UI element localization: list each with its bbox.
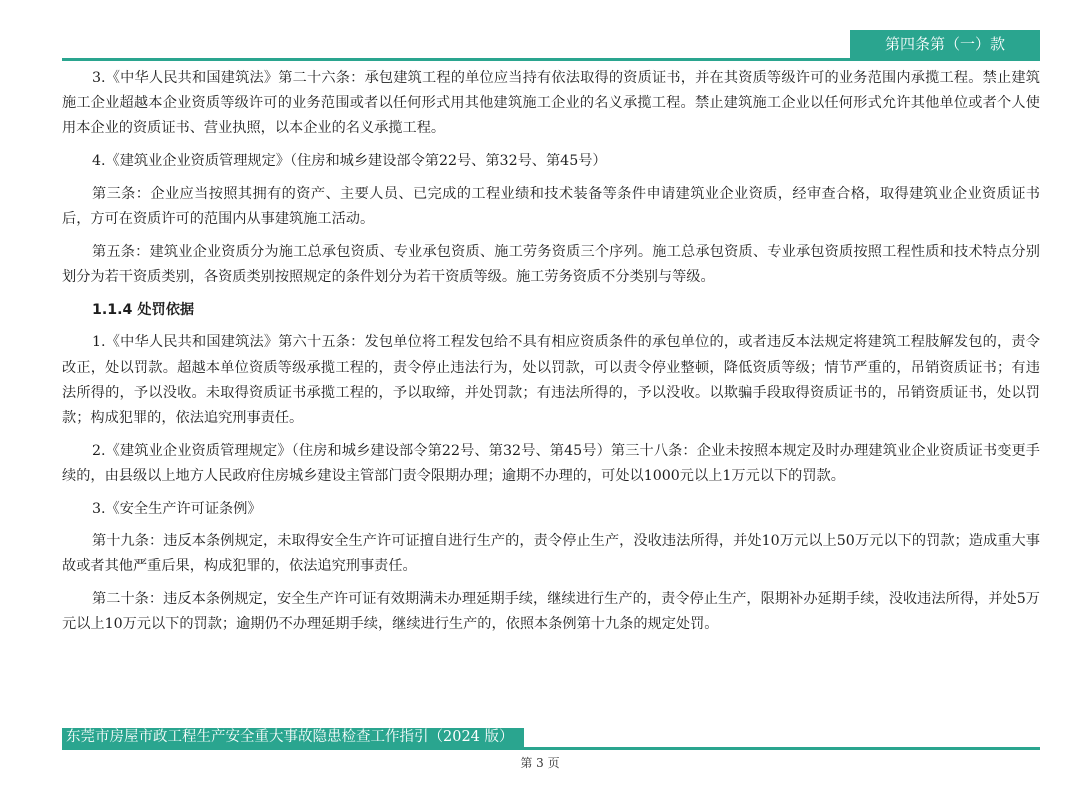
- footer-doc-title: 东莞市房屋市政工程生产安全重大事故隐患检查工作指引（2024 版）: [62, 728, 524, 747]
- paragraph: 第三条：企业应当按照其拥有的资产、主要人员、已完成的工程业绩和技术装备等条件申请建筑业企业资质，经审查合格，取得建筑业企业资质证书后，方可在资质许可的范围内从事建筑施工活动。: [62, 185, 1040, 228]
- section-label: 第四条第（一）款: [850, 30, 1040, 59]
- paragraph: 4.《建筑业企业资质管理规定》（住房和城乡建设部令第22号、第32号、第45号）: [92, 153, 607, 170]
- paragraph: 3.《安全生产许可证条例》: [92, 500, 262, 517]
- footer-band: [62, 728, 1040, 750]
- paragraph: 3.《中华人民共和国建筑法》第二十六条：承包建筑工程的单位应当持有依法取得的资质证书，并在其资质等级许可的业务范围内承揽工程。禁止建筑施工企业超越本企业资质等级许可的业务范围或者以任何形式用其他建筑施工企业的名义承揽工程。禁止建筑施工企业以任何形式允许其他单位或者个人使用本企业的资质证书、营业执照，以本企业的名义承揽工程。: [62, 70, 1040, 137]
- paragraph: 第五条：建筑业企业资质分为施工总承包资质、专业承包资质、施工劳务资质三个序列。施工总承包资质、专业承包资质按照工程性质和技术特点分别划分为若干资质类别，各资质类别按照规定的条件划分为若干资质等级。施工劳务资质不分类别与等级。: [62, 243, 1040, 285]
- footer-rule: [62, 747, 1040, 750]
- document-body: [62, 66, 1040, 645]
- paragraph: 2.《建筑业企业资质管理规定》（住房和城乡建设部令第22号、第32号、第45号）第三十八条：企业未按照本规定及时办理建筑业企业资质证书变更手续的，由县级以上地方人民政府住房城乡建设主管部门责令限期办理；逾期不办理的，可处以1000元以上1万元以下的罚款。: [62, 442, 1040, 484]
- paragraph: 第十九条：违反本条例规定，未取得安全生产许可证擅自进行生产的，责令停止生产，没收违法所得，并处10万元以上50万元以下的罚款；造成重大事故或者其他严重后果，构成犯罪的，依法追究刑事责任。: [62, 533, 1040, 575]
- paragraph: 1.《中华人民共和国建筑法》第六十五条：发包单位将工程发包给不具有相应资质条件的承包单位的，或者违反本法规定将建筑工程肢解发包的，责令改正，处以罚款。超越本单位资质等级承揽工程的，责令停止违法行为，处以罚款，可以责令停业整顿，降低资质等级；情节严重的，吊销资质证书；有违法所得的，予以没收。未取得资质证书承揽工程的，予以取缔，并处罚款；有违法所得的，予以没收。以欺骗手段取得资质证书的，吊销资质证书，处以罚款；构成犯罪的，依法追究刑事责任。: [62, 334, 1040, 426]
- paragraph: 第二十条：违反本条例规定，安全生产许可证有效期满未办理延期手续，继续进行生产的，责令停止生产，限期补办延期手续，没收违法所得，并处5万元以上10万元以下的罚款；逾期仍不办理延期手续，继续进行生产的，依照本条例第十九条的规定处罚。: [62, 591, 1040, 633]
- section-heading: 1.1.4 处罚依据: [92, 301, 195, 318]
- page-number: 第 3 页: [520, 756, 560, 770]
